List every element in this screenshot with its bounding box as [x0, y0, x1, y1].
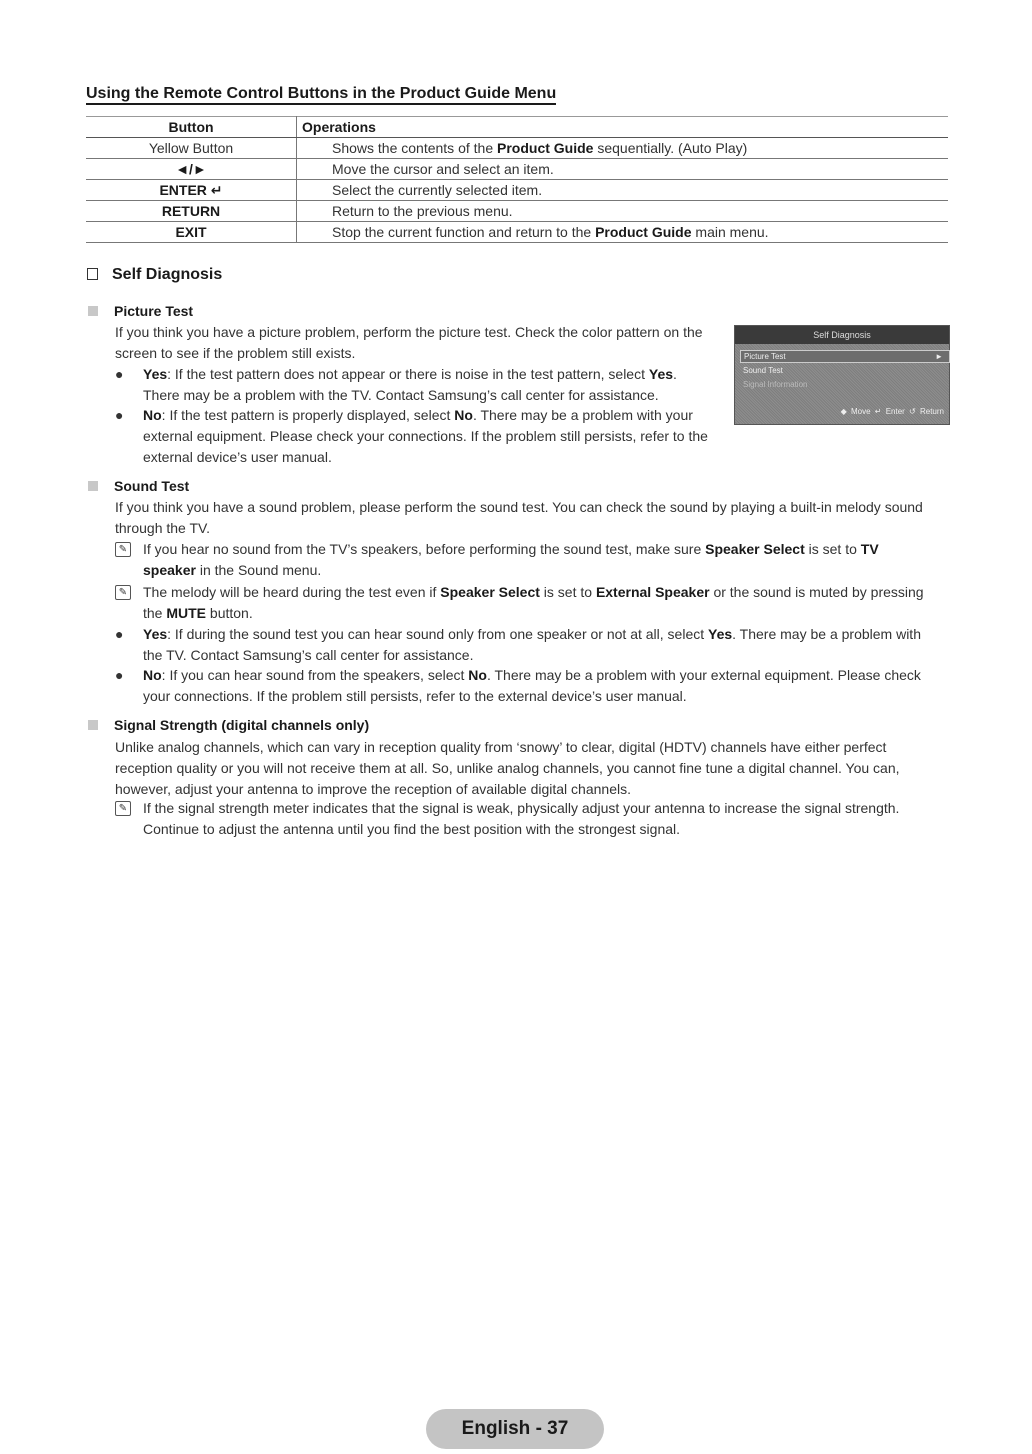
remote-buttons-heading: Using the Remote Control Buttons in the Product Guide Menu [86, 84, 556, 105]
row-button: ENTER ↵ [86, 180, 297, 201]
row-operation: Shows the contents of the Product Guide sequentially. (Auto Play) [297, 138, 949, 159]
table-row [86, 201, 948, 222]
picture-test-yes: ● Yes: If the test pattern does not appear or there is noise in the test pattern, select Yes. There may be a problem with the TV. Contact Samsung’s call center for assistance. [115, 366, 677, 403]
page-number-label: English - 37 [426, 1409, 604, 1449]
osd-item-picture-test: Picture Test ► [740, 350, 950, 363]
sound-test-note-1: ✎ If you hear no sound from the TV’s speakers, before performing the sound test, make sure Speaker Select is set to TV speaker in the Sound menu. [115, 539, 945, 581]
sound-test-intro: If you think you have a sound problem, please perform the sound test. You can check the sound by playing a built-in melody sound through the TV. [115, 499, 923, 536]
self-diagnosis-heading: Self Diagnosis [87, 266, 222, 284]
bullet-icon: ● [115, 626, 124, 642]
row-button: Yellow Button [86, 138, 297, 159]
checkbox-bullet-icon [87, 268, 98, 280]
row-operation: Return to the previous menu. [297, 201, 949, 222]
signal-strength-title: Signal Strength (digital channels only) [88, 716, 369, 734]
arrow-right-icon: ► [935, 352, 943, 361]
row-button: ◄/► [86, 159, 297, 180]
signal-strength-intro: Unlike analog channels, which can vary in reception quality from ‘snowy’ to clear, digital (HDTV) channels have either perfect reception quality or you will not receive them at all. So, unlike analog channels, you cannot fine tune a digital channel. You can, however, adjust your antenna to improve the reception of available digital channels. [115, 739, 900, 797]
bullet-icon: ● [115, 366, 124, 382]
sound-test-no: ● No: If you can hear sound from the speakers, select No. There may be a problem with your external equipment. Please check your connections. If the problem still persists, refer to the external device’s user manual. [115, 667, 921, 704]
header-button: Button [86, 117, 297, 138]
table-row [86, 180, 948, 201]
square-bullet-icon [88, 306, 98, 316]
row-operation: Stop the current function and return to the Product Guide main menu. [297, 222, 949, 243]
sound-test-title: Sound Test [88, 477, 189, 495]
table-header-row [86, 117, 948, 138]
sound-test-yes: ● Yes: If during the sound test you can hear sound only from one speaker or not at all, select Yes. There may be a problem with the TV. Contact Samsung’s call center for assistance. [115, 626, 921, 663]
picture-test-intro: If you think you have a picture problem, perform the picture test. Check the color pattern on the screen to see if the problem still exists. [115, 324, 703, 361]
note-icon: ✎ [115, 801, 131, 816]
row-operation: Move the cursor and select an item. [297, 159, 949, 180]
picture-test-title: Picture Test [88, 302, 193, 320]
row-button: EXIT [86, 222, 297, 243]
osd-footer: ◆ Move ↵ Enter ↺ Return [840, 407, 944, 416]
table-row [86, 222, 948, 243]
row-button: RETURN [86, 201, 297, 222]
bullet-icon: ● [115, 667, 124, 683]
square-bullet-icon [88, 720, 98, 730]
note-icon: ✎ [115, 585, 131, 600]
self-diagnosis-osd-screenshot [734, 325, 950, 425]
signal-strength-note: ✎ If the signal strength meter indicates that the signal is weak, physically adjust your antenna to increase the signal strength. Continue to adjust the antenna until you find the best position with the strongest signal. [115, 798, 945, 840]
sound-test-note-2: ✎ The melody will be heard during the test even if Speaker Select is set to External Speaker or the sound is muted by pressing the MUTE button. [115, 582, 945, 624]
osd-item-sound-test: Sound Test [743, 366, 783, 375]
bullet-icon: ● [115, 407, 124, 423]
table-row [86, 138, 948, 159]
row-operation: Select the currently selected item. [297, 180, 949, 201]
square-bullet-icon [88, 481, 98, 491]
note-icon: ✎ [115, 542, 131, 557]
header-operations: Operations [297, 117, 949, 138]
osd-title: Self Diagnosis [735, 326, 949, 344]
picture-test-no: ● No: If the test pattern is properly displayed, select No. There may be a problem with your external equipment. Please check your connections. If the problem still persists, refer to the external device’s user manual. [115, 407, 708, 465]
remote-buttons-table [86, 116, 948, 243]
table-row [86, 159, 948, 180]
osd-item-signal-information: Signal Information [743, 380, 808, 389]
